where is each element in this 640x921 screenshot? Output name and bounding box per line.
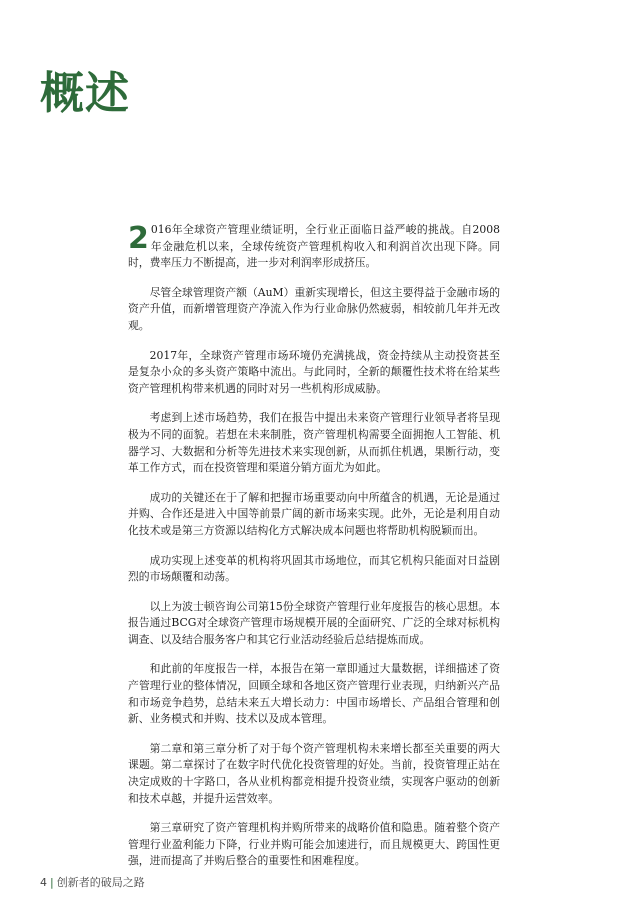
paragraph-7: 以上为波士顿咨询公司第15份全球资产管理行业年度报告的核心思想。本报告通过BCG对全球资产管理市场规模开展的全面研究、广泛的全球对标机构调查、以及结合服务客户和其它行业活动经验后总结提炼而成。 xyxy=(128,599,500,646)
paragraph-2: 尽管全球管理资产额（AuM）重新实现增长，但这主要得益于金融市场的资产升值，而新增管理资产净流入作为行业命脉仍然疲弱，相较前几年并无改观。 xyxy=(128,285,500,332)
paragraph-10: 第三章研究了资产管理机构并购所带来的战略价值和隐患。随着整个资产管理行业盈利能力下降，行业并购可能会加速进行，而且规模更大、跨国性更强，进而提高了并购后整合的重要性和困难程度。 xyxy=(128,821,500,868)
page-number: 4 xyxy=(40,876,47,889)
paragraph-1 xyxy=(128,222,500,272)
body-text xyxy=(128,222,500,883)
paragraph-4: 考虑到上述市场趋势，我们在报告中提出未来资产管理行业领导者将呈现极为不同的面貌。若想在未来制胜，资产管理机构需要全面拥抱人工智能、机器学习、大数据和分析等先进技术来实现创新，从而抓住机遇，果断行动，变革工作方式，而在投资管理和渠道分销方面尤为如此。 xyxy=(128,411,500,475)
paragraph-5: 成功的关键还在于了解和把握市场重要动向中所蕴含的机遇，无论是通过并购、合作还是进入中国等前景广阔的新市场来实现。此外，无论是利用自动化技术或是第三方资源以结构化方式解决成本问题也将帮助机构脱颖而出。 xyxy=(128,490,500,537)
paragraph-1-text: 016年全球资产管理业绩证明，全行业正面临日益严峻的挑战。自2008年金融危机以来，全球传统资产管理机构收入和利润首次出现下降。同时，费率压力不断提高，进一步对利润率形成挤压。 xyxy=(128,223,500,270)
paragraph-6: 成功实现上述变革的机构将巩固其市场地位，而其它机构只能面对日益剧烈的市场颠覆和动荡。 xyxy=(128,553,500,584)
drop-cap: 2 xyxy=(128,221,149,256)
paragraph-9: 第二章和第三章分析了对于每个资产管理机构未来增长都至关重要的两大课题。第二章探讨了在数字时代优化投资管理的好处。当前，投资管理正站在决定成败的十字路口，各从业机构都竞相提升投资业绩，实现客户驱动的创新和技术卓越，并提升运营效率。 xyxy=(128,741,500,805)
paragraph-3: 2017年，全球资产管理市场环境仍充满挑战，资金持续从主动投资甚至是复杂小众的多头资产策略中流出。与此同时，全新的颠覆性技术将在给某些资产管理机构带来机遇的同时对另一些机构形成威胁。 xyxy=(128,348,500,395)
page-footer xyxy=(40,876,145,890)
footer-separator: | xyxy=(50,876,54,889)
publication-title: 创新者的破局之路 xyxy=(56,876,145,889)
page-title: 概述 xyxy=(40,68,130,119)
paragraph-8: 和此前的年度报告一样，本报告在第一章即通过大量数据，详细描述了资产管理行业的整体情况，回顾全球和各地区资产管理行业表现，归纳新兴产品和市场竞争趋势，总结未来五大增长动力：中国市场增长、产品组合管理和创新、业务模式和并购、技术以及成本管理。 xyxy=(128,662,500,726)
